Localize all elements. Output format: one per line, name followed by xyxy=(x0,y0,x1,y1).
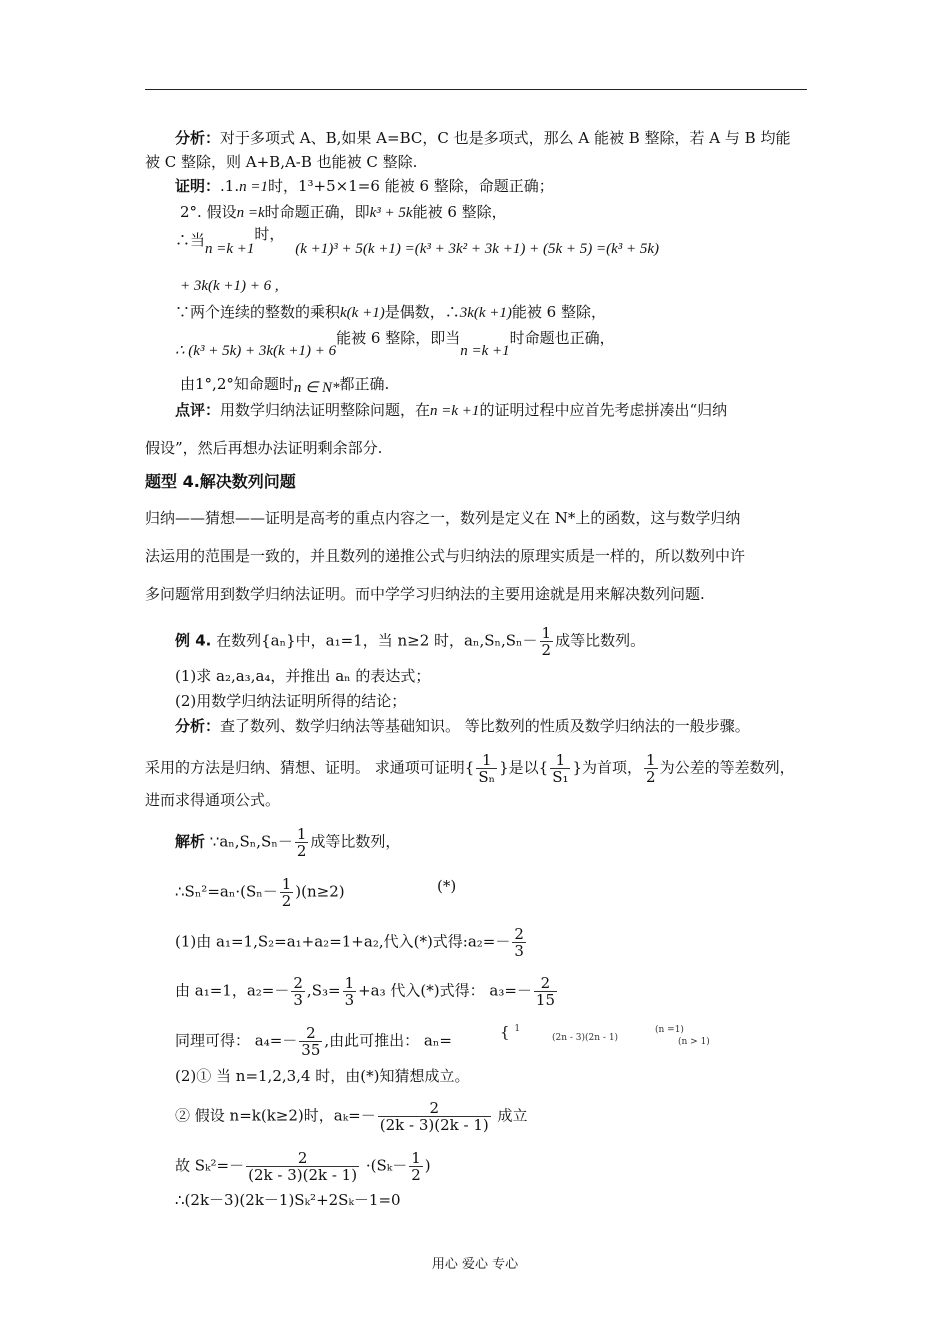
question-2: (2)用数学归纳法证明所得的结论； xyxy=(175,692,407,710)
question-1: (1)求 a₂,a₃,a₄，并推出 aₙ 的表达式； xyxy=(175,667,431,685)
proof-line-1: 证明：.1.n =1时，1³+5×1=6 能被 6 整除，命题正确； xyxy=(175,177,554,195)
example-4-title: 例 4. 在数列{aₙ}中，a₁=1，当 n≥2 时，aₙ,Sₙ,Sₙ－ $\frac{1}{2}$ 成等比数列。 xyxy=(175,624,646,659)
solution-line-5: 同理可得： a₄=－ $\frac{2}{35}$ ,由此可推出： aₙ= xyxy=(175,1024,452,1059)
fraction: $\frac{2}{(2k - 3)(2k - 1)}$ xyxy=(248,1149,358,1184)
equation-tag: (*) xyxy=(437,877,457,895)
comment-line-2: 假设”，然后再想办法证明剩余部分. xyxy=(145,439,383,457)
solution-line-7: ② 假设 n=k(k≥2)时，aₖ=－ $\frac{2}{(2k - 3)(2k - 1)}$ 成立 xyxy=(175,1099,528,1134)
fraction: $\frac{1}{2}$ xyxy=(281,875,292,910)
fraction: $\frac{1}{2}$ xyxy=(646,751,656,786)
analysis-line-2: 被 C 整除，则 A+B,A-B 也能被 C 整除. xyxy=(145,153,418,171)
page-footer: 用心 爱心 专心 xyxy=(431,1257,519,1272)
solution-line-4: 由 a₁=1，a₂=－ $\frac{2}{3}$ ,S₃= $\frac{1}{3}$ +a₃ 代入(*)式得： a₃=－ $\frac{2}{15}$ xyxy=(175,974,555,1009)
header-rule xyxy=(145,89,807,90)
example-analysis-1: 分析：查了数列、数学归纳法等基础知识。 等比数列的性质及数学归纳法的一般步骤。 xyxy=(175,717,750,735)
solution-line-1: 解析 ∵aₙ,Sₙ,Sₙ－ $\frac{1}{2}$ 成等比数列， xyxy=(175,825,401,860)
proof-line-6: ∴ (k³ + 5k) + 3k(k +1) + 6能被 6 整除，即当n =k +1时命题也正确， xyxy=(175,329,615,359)
intro-line-3: 多问题常用到数学归纳法证明。而中学学习归纳法的主要用途就是用来解决数列问题. xyxy=(145,585,705,603)
analysis-line-1: 分析：对于多项式 A、B,如果 A=BC，C 也是多项式，那么 A 能被 B 整除，若 A 与 B 均能 xyxy=(175,129,791,147)
fraction: $\frac{1}{2}$ xyxy=(296,825,307,860)
solution-line-9: ∴(2k－3)(2k－1)Sₖ²+2Sₖ－1=0 xyxy=(175,1191,401,1209)
proof-line-4: + 3k(k +1) + 6 , xyxy=(180,278,279,294)
solution-line-2: ∴Sₙ²=aₙ·(Sₙ－ $\frac{1}{2}$ )(n≥2) xyxy=(175,875,345,910)
comment-line-1: 点评：用数学归纳法证明整除问题，在n =k +1的证明过程中应首先考虑拼凑出“归纳 xyxy=(175,401,728,419)
fraction: $\frac{2}{35}$ xyxy=(301,1024,321,1059)
proof-line-2: 2°. 假设n =k时命题正确，即k³ + 5k能被 6 整除， xyxy=(180,203,507,221)
fraction: $\frac{1}{3}$ xyxy=(344,974,355,1009)
piecewise-formula: { $^1$ (2n - 3)(2n - 1) (n =1) (n > 1) xyxy=(500,1023,710,1047)
solution-line-8: 故 Sₖ²=－ $\frac{2}{(2k - 3)(2k - 1)}$ ·(Sₖ－ $\frac{1}{2}$ ) xyxy=(175,1149,431,1184)
proof-line-3: ∴当n =k +1时， (k +1)³ + 5(k +1) =(k³ + 3k² + 3k +1) + (5k + 5) =(k³ + 5k) xyxy=(175,225,660,257)
fraction: $\frac{1}{\text{S₁}}$ xyxy=(552,751,569,786)
example-analysis-2: 采用的方法是归纳、猜想、证明。 求通项可证明{ $\frac{1}{\text{Sₙ}}$ }是以{ $\frac{1}{\text{S₁}}$ }为首项， $\frac{1}{2}$ 为公差的等差数列， xyxy=(145,751,795,786)
proof-line-7: 由1°,2°知命题时n ∈ N*都正确. xyxy=(180,375,390,396)
solution-line-3: (1)由 a₁=1,S₂=a₁+a₂=1+a₂,代入(*)式得:a₂=－ $\frac{2}{3}$ xyxy=(175,925,524,960)
fraction: $\frac{2}{3}$ xyxy=(293,974,303,1009)
fraction: $\frac{2}{3}$ xyxy=(514,925,524,960)
fraction: $\frac{2}{(2k - 3)(2k - 1)}$ xyxy=(379,1099,489,1134)
fraction: $\frac{1}{\text{Sₙ}}$ xyxy=(478,751,496,786)
intro-line-1: 归纳——猜想——证明是高考的重点内容之一，数列是定义在 N*上的函数，这与数学归纳 xyxy=(145,509,741,527)
section-heading: 题型 4.解决数列问题 xyxy=(145,472,296,491)
intro-line-2: 法运用的范围是一致的，并且数列的递推公式与归纳法的原理实质是一样的，所以数列中许 xyxy=(145,547,746,565)
fraction: $\frac{1}{2}$ xyxy=(541,624,552,659)
fraction: $\frac{1}{2}$ xyxy=(411,1149,421,1184)
fraction: $\frac{2}{15}$ xyxy=(535,974,555,1009)
proof-line-5: ∵两个连续的整数的乘积k(k +1)是偶数，∴3k(k +1)能被 6 整除， xyxy=(175,303,606,321)
solution-line-6: (2)① 当 n=1,2,3,4 时，由(*)知猜想成立。 xyxy=(175,1067,470,1085)
example-analysis-3: 进而求得通项公式。 xyxy=(145,791,281,809)
